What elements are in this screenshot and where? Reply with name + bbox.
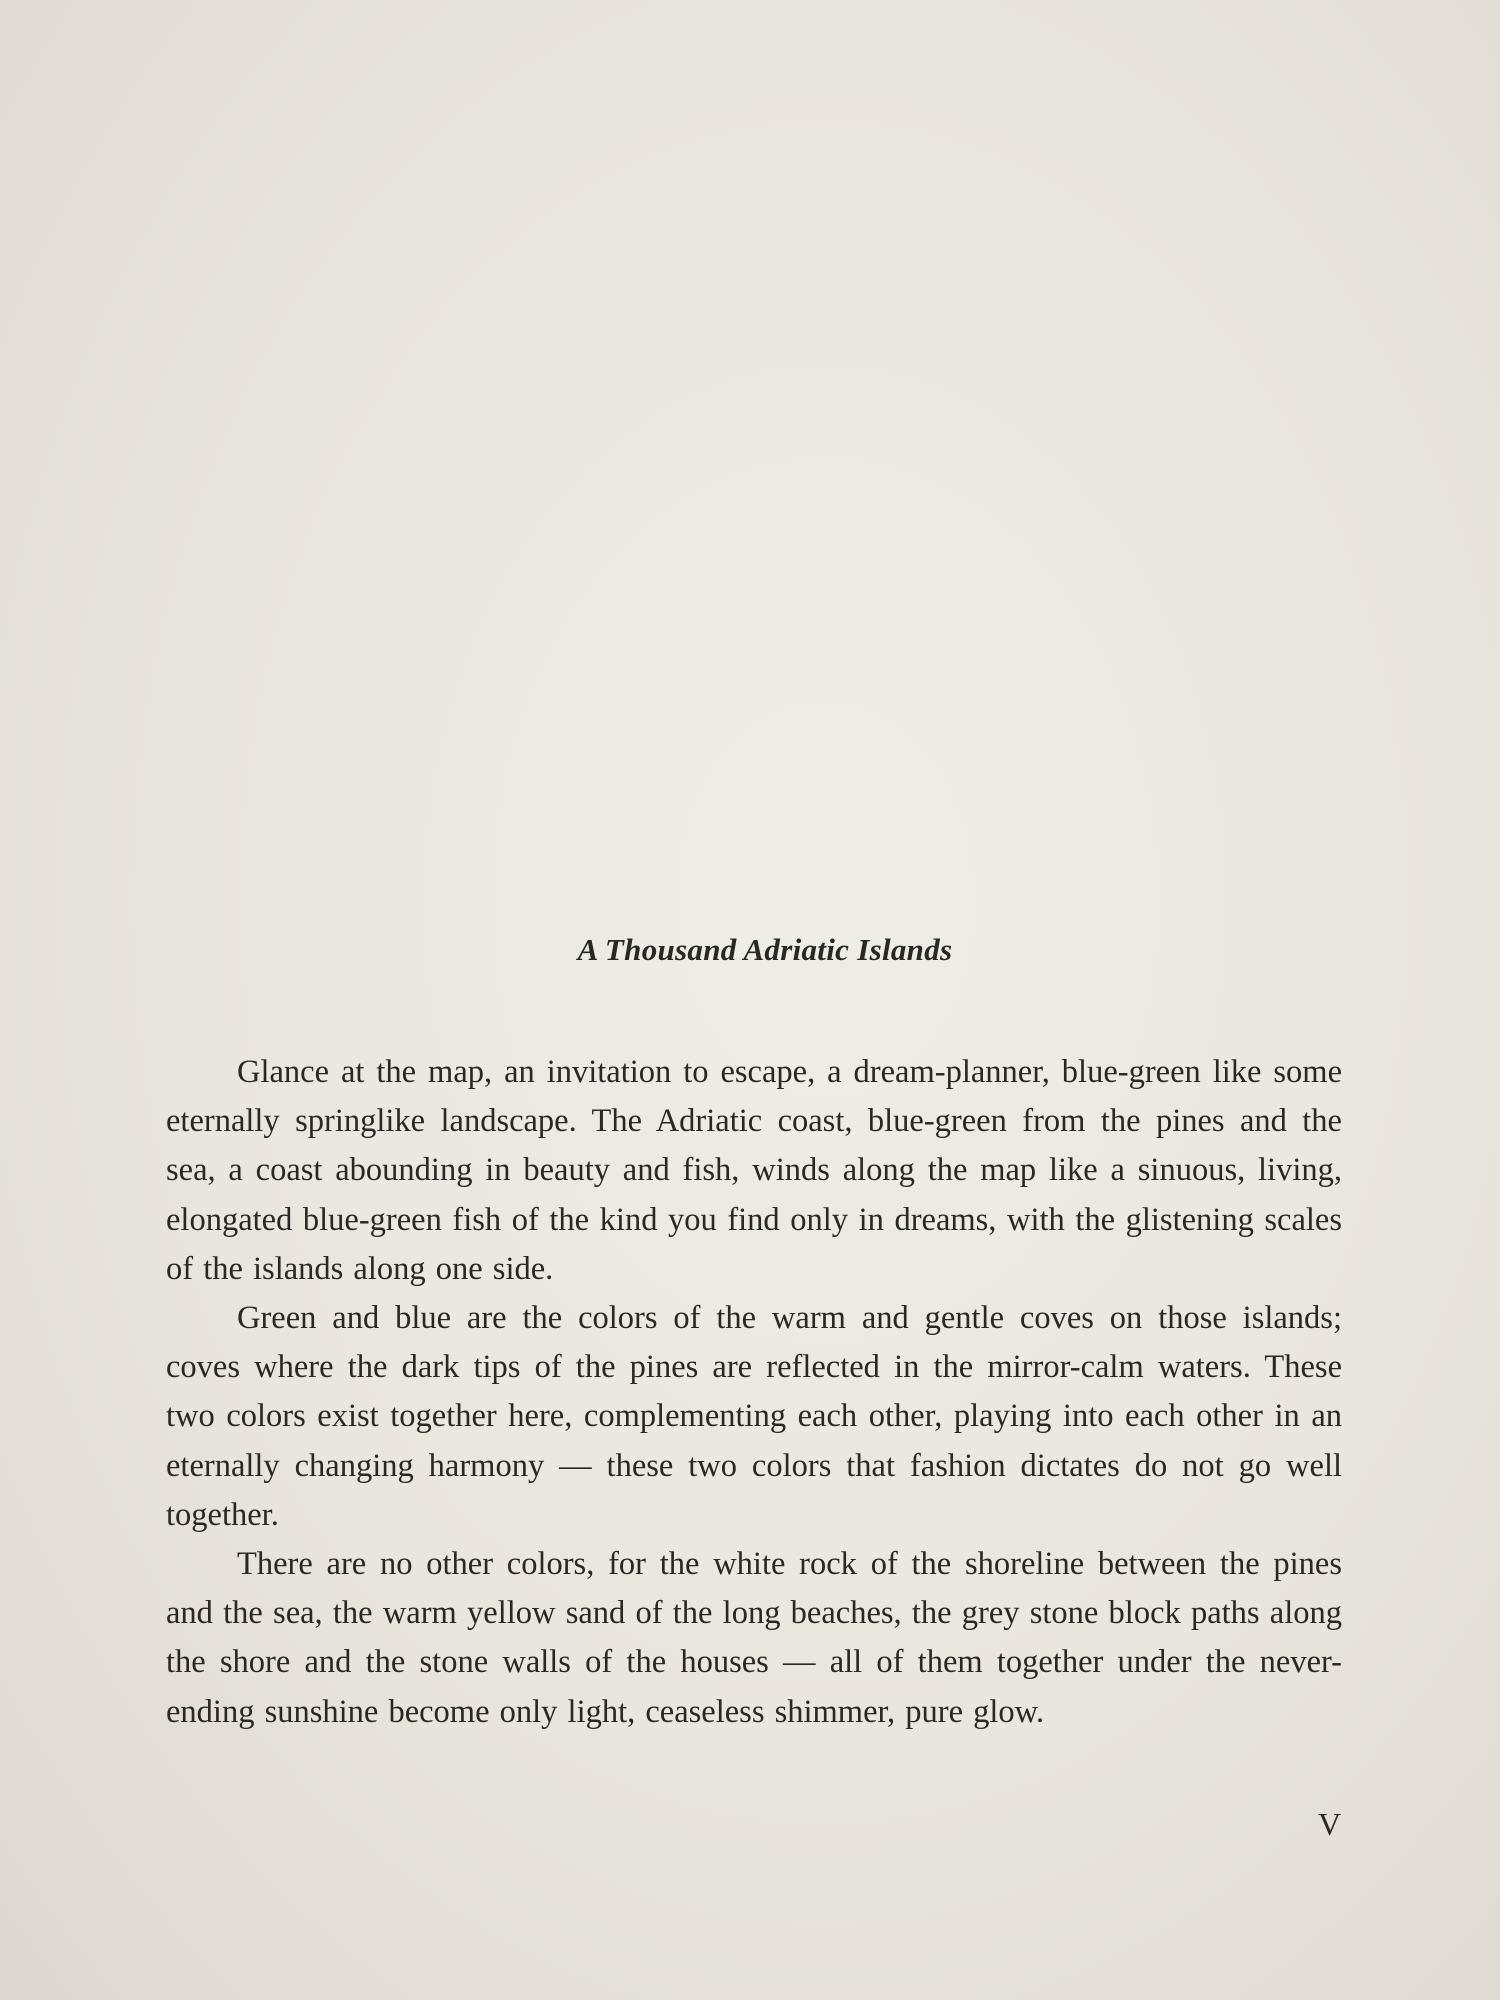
paragraph-1: Glance at the map, an invitation to escape, a dream-planner, blue-green like some eternally springlike landscape. The Adriatic coast, blue-green from the pines and the sea, a coast abounding in beauty and fish, winds along the map like a sinuous, living, elongated blue-green fish of the kind you find only in dreams, with the glistening scales of the islands along one side. xyxy=(166,1054,1342,1287)
body-text xyxy=(166,1048,1342,1737)
paragraph-2: Green and blue are the colors of the warm and gentle coves on those islands; coves where the dark tips of the pines are reflected in the mirror-calm waters. These two colors exist together here, complementing each other, playing into each other in an eternally changing harmony — these two colors that fashion dictates do not go well together. xyxy=(166,1300,1342,1533)
page-number: V xyxy=(1318,1806,1342,1842)
paragraph-3: There are no other colors, for the white rock of the shoreline between the pines and the sea, the warm yellow sand of the long beaches, the grey stone block paths along the shore and the stone walls of the houses — all of them together under the never-ending sunshine become only light, ceaseless shimmer, pure glow. xyxy=(166,1546,1342,1730)
chapter-title: A Thousand Adriatic Islands xyxy=(577,932,953,967)
